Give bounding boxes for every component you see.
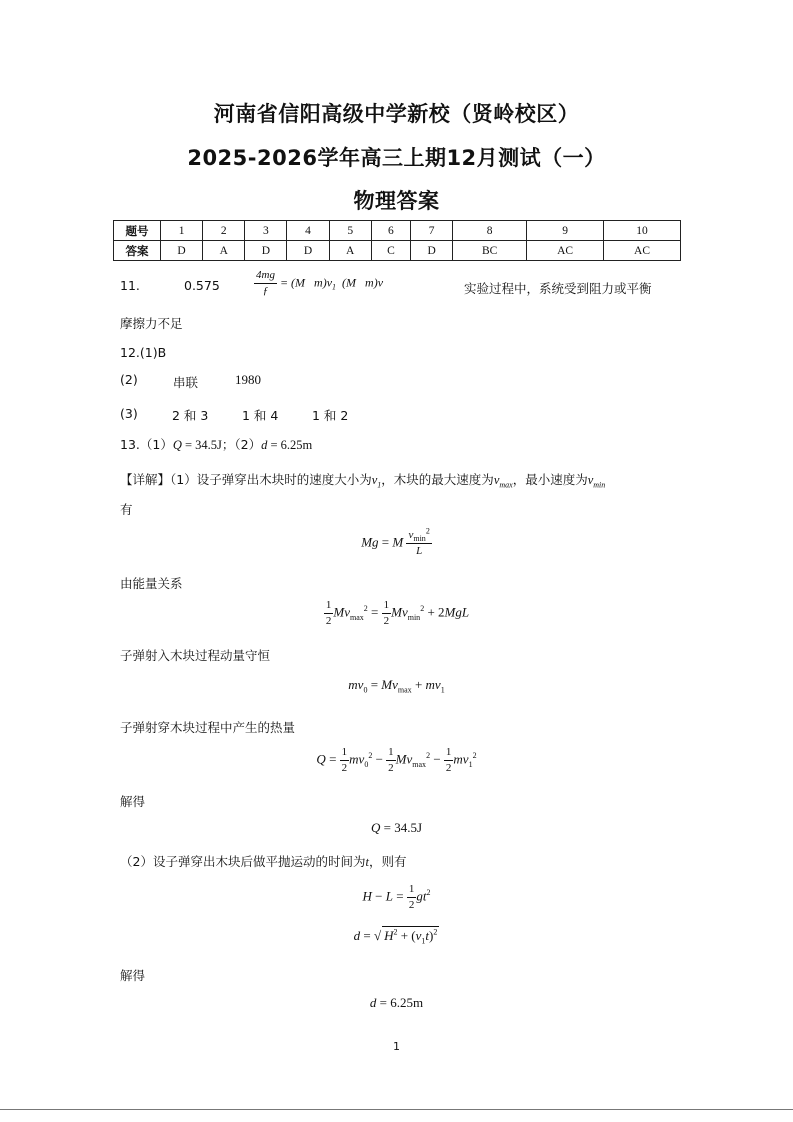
q11-comment: 实验过程中，系统受到阻力或平衡 xyxy=(464,281,652,296)
q13-answers xyxy=(120,435,312,453)
detail-mid1: ，木块的最大速度为 xyxy=(381,472,494,487)
q13-solve1-label: 解得 xyxy=(120,794,146,809)
q13-number: 13. xyxy=(120,437,140,452)
answer-cell: D xyxy=(287,241,329,261)
answer-cell: A xyxy=(329,241,371,261)
q13-part2-line xyxy=(120,852,406,870)
q12-part1-answer: (1)B xyxy=(139,345,167,360)
subject-title: 物理答案 xyxy=(353,189,440,213)
eq-fall: H − L = $\frac{1}{2}$ $gt^2$ xyxy=(362,883,431,911)
q13-answer-q: Q = 34.5J xyxy=(172,438,222,452)
eq-result-q: Q = 34.5J xyxy=(370,820,423,835)
eq-energy: $\frac{1}{2}$ $Mv_{max}^2$ = $\frac{1}{2}$ $Mv_{min}^2 + 2MgL$ xyxy=(325,599,470,627)
q12-part3-label: (3) xyxy=(120,406,138,421)
eq-distance: d = √ $H^2 + (v_1t)^2$ xyxy=(353,927,438,946)
qnum-cell: 10 xyxy=(604,221,681,241)
answer-row xyxy=(114,241,681,261)
q13-detail-line xyxy=(120,470,605,488)
eq-result-d: d = 6.25m xyxy=(369,995,424,1010)
qnum-cell: 7 xyxy=(411,221,453,241)
answer-cell: AC xyxy=(604,241,681,261)
q11-formula: $\frac{4mg}{ƒ}$ = (M $m)v_1$ (M m)v xyxy=(256,269,384,297)
q11-comment-cont: 摩擦力不足 xyxy=(120,316,183,331)
exam-title: 2025-2026学年高三上期12月测试（一） xyxy=(187,146,606,170)
q12-part1 xyxy=(120,345,166,360)
q13-heat-label: 子弹射穿木块过程中产生的热量 xyxy=(120,720,296,735)
detail-intro: （1）设子弹穿出木块时的速度大小为 xyxy=(170,472,372,487)
q12-part2-label: (2) xyxy=(120,372,138,387)
q13-solve2-label: 解得 xyxy=(120,968,146,983)
q13-you: 有 xyxy=(120,502,133,517)
q13-part1-label: （1） xyxy=(139,437,173,452)
q12-part3-a: 2 和 3 xyxy=(172,408,209,423)
answer-cell: D xyxy=(411,241,453,261)
answer-cell: D xyxy=(245,241,287,261)
question-number-row xyxy=(114,221,681,241)
answer-cell: AC xyxy=(527,241,604,261)
part2-intro: （2）设子弹穿出木块后做平抛运动的时间为 xyxy=(120,854,366,869)
qnum-cell: 2 xyxy=(203,221,245,241)
qnum-cell: 3 xyxy=(245,221,287,241)
qnum-cell: 4 xyxy=(287,221,329,241)
answer-table xyxy=(113,220,681,261)
answer-cell: BC xyxy=(453,241,527,261)
footer-divider xyxy=(0,1109,793,1110)
q13-energy-label: 由能量关系 xyxy=(120,576,183,591)
var-vmax: $v_{max}$ xyxy=(493,473,513,490)
q11-value: 0.575 xyxy=(184,278,220,293)
var-t: t xyxy=(365,855,369,869)
qnum-cell: 1 xyxy=(161,221,203,241)
q13-momentum-label: 子弹射入木块过程动量守恒 xyxy=(120,648,271,663)
row-label-answer: 答案 xyxy=(114,241,161,261)
qnum-cell: 5 xyxy=(329,221,371,241)
answer-cell: D xyxy=(161,241,203,261)
q12-part2-resistance: 1980 xyxy=(235,372,261,387)
q12-part3-c: 1 和 2 xyxy=(312,408,349,423)
q11-number: 11. xyxy=(120,278,140,293)
page-number: 1 xyxy=(393,1040,400,1053)
answer-cell: A xyxy=(203,241,245,261)
q12-part2-series: 串联 xyxy=(173,375,199,390)
q12-part3-b: 1 和 4 xyxy=(242,408,279,423)
q13-answer-d: d = 6.25m xyxy=(261,438,313,452)
answer-cell: C xyxy=(371,241,410,261)
var-vmin: $v_{min}$ xyxy=(587,473,606,490)
eq-momentum: $mv_0 = Mv_{max} + mv_1$ xyxy=(348,677,445,695)
eq-centripetal: Mg = M $\frac{v_{min}^2}{L}$ xyxy=(361,526,430,557)
part2-end: ，则有 xyxy=(368,854,407,869)
qnum-cell: 6 xyxy=(371,221,410,241)
eq-heat: Q = $\frac{1}{2}$ $mv_0^2$ − $\frac{1}{2}$ $Mv_{max}^2$ − $\frac{1}{2}$ $mv_1^2$ xyxy=(316,746,477,774)
school-title: 河南省信阳高级中学新校（贤岭校区） xyxy=(213,102,580,126)
q13-separator: ；（2） xyxy=(221,437,262,452)
var-v1: $v_1$ xyxy=(371,473,382,490)
q12-number: 12. xyxy=(120,345,140,360)
detail-tag: 【详解】 xyxy=(120,472,171,487)
detail-mid2: ，最小速度为 xyxy=(512,472,588,487)
qnum-cell: 9 xyxy=(527,221,604,241)
row-label-number: 题号 xyxy=(114,221,161,241)
qnum-cell: 8 xyxy=(453,221,527,241)
